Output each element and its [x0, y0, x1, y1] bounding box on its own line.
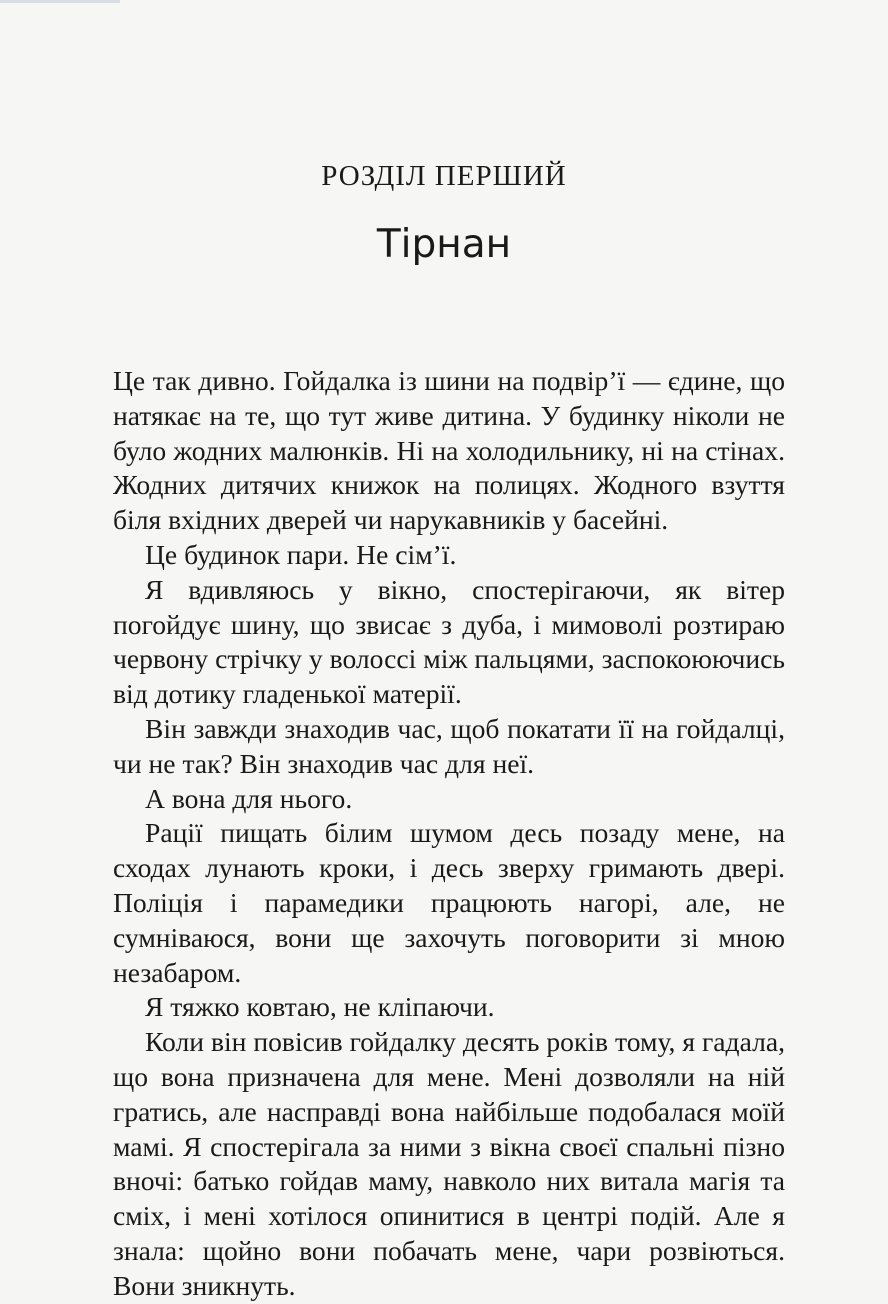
chapter-title: Тірнан [376, 222, 512, 267]
paragraph: Я тяжко ковтаю, не кліпаючи. [145, 991, 495, 1023]
paragraph: Я вдивляюсь у вікно, спостерігаючи, як вітер погойдує шину, що звисає з дуба, і мимоволі розтираю червону стрічку у волоссі між пальцями, заспокоюючись від дотику гладенької матерії. [113, 573, 785, 710]
chapter-label: РОЗДІЛ ПЕРШИЙ [321, 160, 567, 192]
paragraph: Коли він повісив гойдалку десять років тому, я гадала, що вона призначена для мене. Мені дозволяли на ній гратись, але насправді вона найбільше подобалася моїй мамі. Я спостерігала за ними з вікна своєї спальні пізно вночі: батько гойдав маму, навколо них витала магія та сміх, і мені хотілося опинитися в центрі подій. Але я знала: щойно вони побачать мене, чари розвіються. Вони зникнуть. [113, 1026, 785, 1301]
scan-edge-mark [0, 0, 120, 3]
body-text [113, 364, 785, 1304]
paragraph: А вона для нього. [145, 782, 353, 814]
paragraph: Це так дивно. Гойдалка із шини на подвір’ї — єдине, що натякає на те, що тут живе дитина. У будинку ніколи не було жодних малюнків. Ні на холодильнику, ні на стінах. Жодних дитячих книжок на полицях. Жодного взуття біля вхідних дверей чи нарукавників у басейні. [113, 365, 785, 536]
paragraph: Рації пищать білим шумом десь позаду мене, на сходах лунають кроки, і десь зверху гримають двері. Поліція і парамедики працюють нагорі, але, не сумніваюся, вони ще захочуть поговорити зі мною незабаром. [113, 817, 785, 988]
paragraph: Він завжди знаходив час, щоб покатати її на гойдалці, чи не так? Він знаходив час для неї. [113, 712, 785, 779]
paragraph: Це будинок пари. Не сім’ї. [145, 538, 457, 570]
